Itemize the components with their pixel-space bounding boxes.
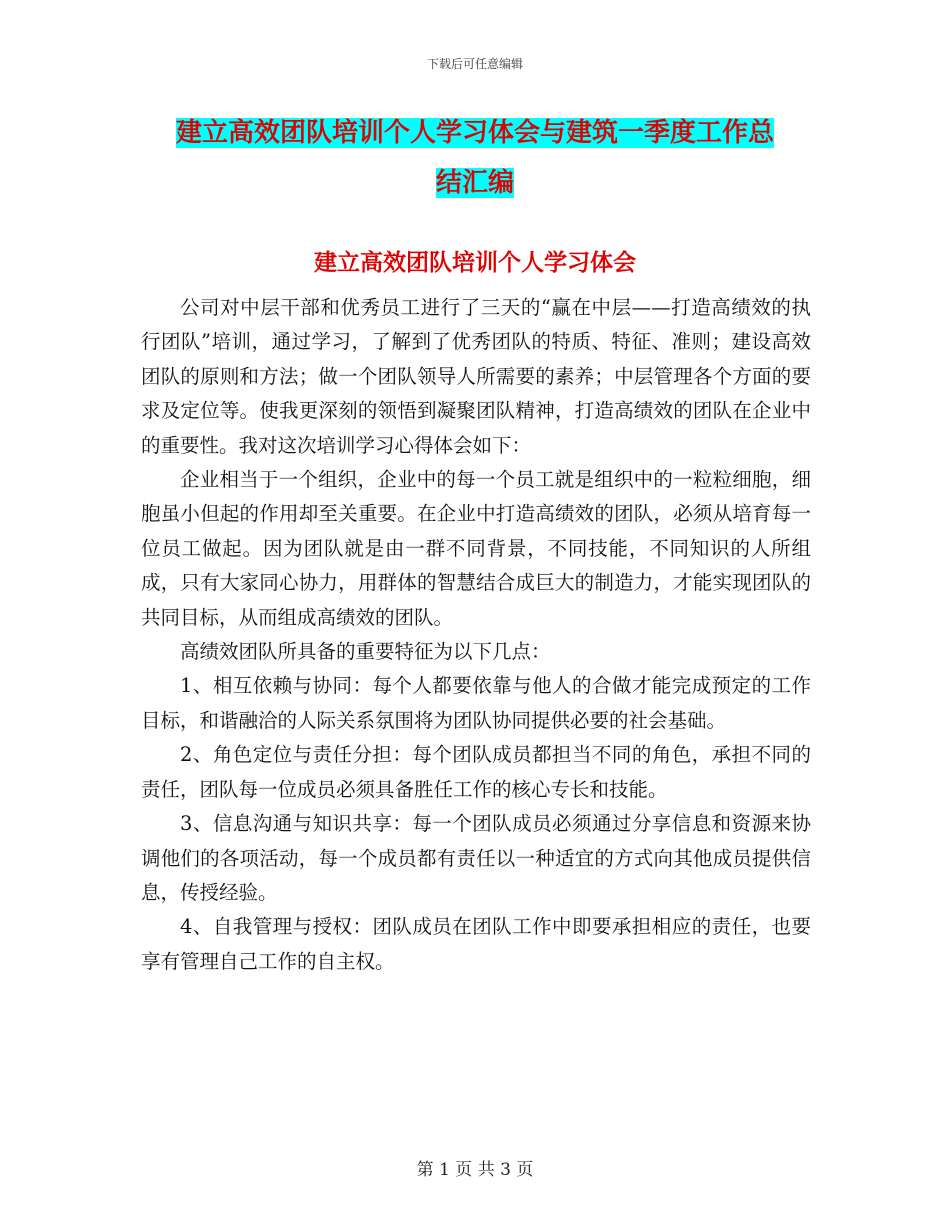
- paragraph: 3、信息沟通与知识共享：每一个团队成员必须通过分享信息和资源来协调他们的各项活动，每一个成员都有责任以一种适宜的方式向其他成员提供信息，传授经验。: [141, 812, 811, 904]
- document-title: [140, 108, 810, 208]
- paragraph: 公司对中层干部和优秀员工进行了三天的“赢在中层——打造高绩效的执行团队”培训，通过学习，了解到了优秀团队的特质、特征、准则；建设高效团队的原则和方法；做一个团队领导人所需要的素养；中层管理各个方面的要求及定位等。使我更深刻的领悟到凝聚团队精神，打造高绩效的团队在企业中的重要性。我对这次培训学习心得体会如下：: [141, 296, 811, 457]
- section-title: 建立高效团队培训个人学习体会: [314, 249, 636, 276]
- document-title-line1: 建立高效团队培训个人学习体会与建筑一季度工作总: [175, 118, 774, 148]
- paragraph: 2、角色定位与责任分担：每个团队成员都担当不同的角色，承担不同的责任，团队每一位成员必须具备胜任工作的核心专长和技能。: [141, 743, 811, 801]
- header-note: 下载后可任意编辑: [426, 57, 523, 71]
- paragraph: 企业相当于一个组织，企业中的每一个员工就是组织中的一粒粒细胞，细胞虽小但起的作用却至关重要。在企业中打造高绩效的团队，必须从培育每一位员工做起。因为团队就是由一群不同背景，不同技能，不同知识的人所组成，只有大家同心协力，用群体的智慧结合成巨大的制造力，才能实现团队的共同目标，从而组成高绩效的团队。: [141, 468, 811, 629]
- page-number: 第 1 页 共 3 页: [416, 1160, 534, 1180]
- paragraph: 高绩效团队所具备的重要特征为以下几点：: [180, 640, 551, 664]
- paragraph: 4、自我管理与授权：团队成员在团队工作中即要承担相应的责任，也要享有管理自己工作的自主权。: [141, 915, 811, 973]
- document-title-line2: 结汇编: [435, 168, 514, 198]
- paragraph: 1、相互依赖与协同：每个人都要依靠与他人的合做才能完成预定的工作目标，和谐融洽的人际关系氛围将为团队协同提供必要的社会基础。: [141, 674, 811, 732]
- document-body: [141, 291, 811, 979]
